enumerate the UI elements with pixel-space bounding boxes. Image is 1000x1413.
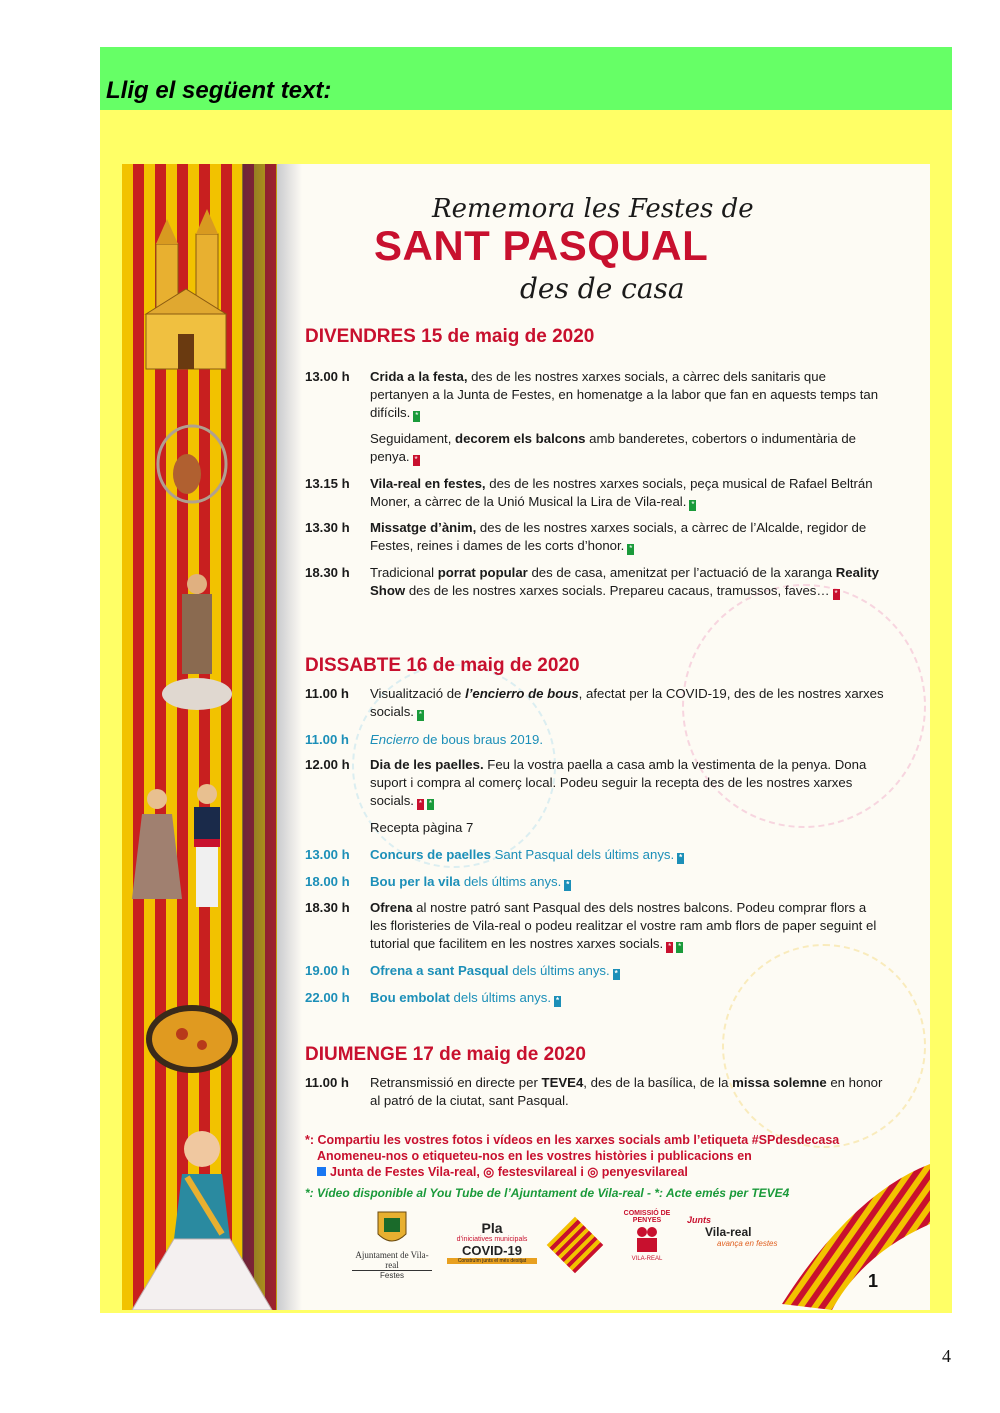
event-title: Bou embolat (370, 990, 450, 1005)
event-saturday-1100 (305, 685, 885, 721)
video-marker-icon: * (415, 411, 419, 420)
flag-ribbon-decoration (772, 1154, 930, 1310)
event-time: 11.00 h (305, 686, 349, 701)
video-marker-icon: * (629, 544, 633, 553)
event-saturday-1900 (305, 962, 885, 980)
event-description: des de les nostres xarxes socials, a càrrec dels sanitaris que pertanyen a la Junta de Festes, en homenatge a la labor que fan en aquests temps tan difícils. (370, 369, 879, 420)
coat-of-arms-icon (376, 1210, 408, 1248)
event-description: Retransmissió en directe per (370, 1075, 542, 1090)
event-saturday-1300 (305, 846, 885, 864)
event-description: , des de la basílica, de la (583, 1075, 733, 1090)
event-title: Vila-real en festes, (370, 476, 486, 491)
comissio-label: COMISSIÓ DE PENYES (623, 1210, 671, 1224)
event-title: l’encierro de bous (465, 686, 579, 701)
event-saturday-1100-b (305, 731, 885, 749)
poster-page-number: 1 (867, 1271, 878, 1291)
dancers-illustration (122, 769, 242, 939)
legend-note: *: Vídeo disponible al You Tube de l’Ajuntament de Vila-real - *: Acte emés per TEVE4 (305, 1186, 790, 1200)
event-description: en honor al patró de la ciutat, sant Pasqual. (370, 1075, 883, 1108)
share-marker-icon: * (834, 589, 838, 598)
event-description: de bous braus 2019. (419, 732, 544, 747)
event-channel: TEVE4 (541, 1075, 584, 1090)
event-time: 11.00 h (305, 732, 349, 747)
event-saturday-1200 (305, 756, 885, 810)
event-friday-balcons (305, 430, 885, 466)
recipe-reference: Recepta pàgina 7 (370, 820, 474, 835)
event-description: dels últims anys. (508, 963, 610, 978)
poster-title-main: SANT PASQUAL (374, 222, 709, 269)
festival-poster (122, 164, 930, 1310)
day-heading-friday: DIVENDRES 15 de maig de 2020 (305, 326, 595, 347)
pla-covid-logo (447, 1220, 537, 1264)
instruction-banner (100, 47, 952, 110)
event-friday-1300 (305, 368, 885, 422)
video-marker-icon: * (428, 799, 433, 808)
event-title: Ofrena (370, 900, 413, 915)
event-time: 12.00 h (305, 757, 350, 772)
paella-illustration (142, 999, 242, 1079)
basilica-illustration (136, 204, 236, 374)
event-friday-1315 (305, 475, 885, 511)
penya-emblem-logo (547, 1217, 604, 1274)
event-sunday-1100 (305, 1074, 885, 1110)
poster-title-line1: Rememora les Festes de (432, 194, 754, 224)
event-title: Ofrena a sant Pasqual (370, 963, 509, 978)
video-marker-icon: * (418, 710, 423, 719)
festes-label: Festes (352, 1270, 432, 1280)
event-time: 13.15 h (305, 476, 350, 491)
note-line: Junta de Festes Vila-real, ◎ festesvilareal i ◎ penyesvilareal (330, 1165, 688, 1179)
chicken-basket-illustration (152, 419, 232, 509)
event-time: 13.00 h (305, 847, 350, 862)
event-time: 11.00 h (305, 1075, 349, 1090)
pla-label: Pla (481, 1220, 503, 1236)
vilareal-label: Vila-real (705, 1225, 752, 1239)
event-saturday-2200 (305, 989, 885, 1007)
event-description: Sant Pasqual dels últims anys. (490, 847, 675, 862)
event-title: missa solemne (732, 1075, 827, 1090)
event-description: des de les nostres xarxes socials. Prepareu cacaus, tramussos, faves… (405, 583, 830, 598)
share-marker-icon: * (418, 799, 423, 808)
video-marker-icon: * (691, 500, 695, 509)
event-time: 18.00 h (305, 874, 350, 889)
event-time: 19.00 h (305, 963, 350, 978)
event-time: 13.30 h (305, 520, 350, 535)
event-time: 22.00 h (305, 990, 350, 1005)
event-title: Encierro (370, 732, 420, 747)
event-title: Dia de les paelles. (370, 757, 484, 772)
event-description: des de les nostres xarxes socials, a càrrec de l’Alcalde, regidor de Festes, reines i dames de les corts d’honor. (370, 520, 867, 553)
share-marker-icon: * (414, 455, 418, 464)
event-description: Tradicional (370, 565, 438, 580)
teve4-marker-icon: * (566, 880, 570, 889)
event-saturday-recipe (305, 819, 885, 837)
event-band-name: Reality Show (370, 565, 879, 598)
event-description: dels últims anys. (460, 874, 562, 889)
teve4-marker-icon: * (614, 969, 618, 978)
event-description: Visualització de (370, 686, 466, 701)
event-friday-1330 (305, 519, 885, 555)
event-description: al nostre patró sant Pasqual des dels nostres balcons. Podeu comprar flors a les floristeries de Vila-real o podeu realitzar el vostre ram amb flors de paper seguint el tutorial que facilitem en les nostres xarxes socials. (370, 900, 877, 951)
sponsor-logos (352, 1210, 802, 1300)
ajuntament-logo (352, 1210, 432, 1280)
note-line: *: Compartiu les vostres fotos i vídeos en les xarxes socials amb l’etiqueta #SPdesdecasa (305, 1133, 840, 1147)
fallera-illustration (122, 1119, 282, 1310)
event-description: amb banderetes, cobertors o indumentària de penya. (370, 431, 857, 464)
saint-pasqual-illustration (147, 564, 247, 714)
pla-sub-label: d’iniciatives municipals (456, 1236, 528, 1243)
video-marker-icon: * (678, 942, 682, 951)
teve4-marker-icon: * (679, 853, 683, 862)
covid-label: COVID-19 (462, 1243, 522, 1258)
event-description: Feu la vostra paella a casa amb la vestimenta de la penya. Dona suport i compra al comerç local. Podeu seguir la recepta des de les nostres xarxes socials. (370, 757, 867, 808)
event-description: dels últims anys. (449, 990, 552, 1005)
event-description: Seguidament, (370, 431, 456, 446)
event-title: porrat popular (437, 565, 528, 580)
event-title: Concurs de paelles (370, 847, 491, 862)
event-description: , afectat per la COVID-19, des de les nostres xarxes socials. (370, 686, 884, 719)
junts-label: Junts (687, 1215, 712, 1225)
note-line: Anomeneu-nos o etiqueteu-nos en les vostres històries i publicacions en (317, 1149, 752, 1163)
event-description: des de les nostres xarxes socials, peça musical de Rafael Beltrán Moner, a càrrec de la Unió Musical la Lira de Vila-real. (370, 476, 873, 509)
event-time: 13.00 h (305, 369, 350, 384)
teve4-marker-icon: * (555, 996, 560, 1005)
covid-sub-label: Construïm junts el més desitjat (447, 1258, 537, 1264)
event-time: 18.30 h (305, 565, 350, 580)
share-marker-icon: * (668, 942, 672, 951)
day-heading-sunday: DIUMENGE 17 de maig de 2020 (305, 1044, 586, 1065)
people-icon (632, 1224, 662, 1254)
avanca-label: avança en festes (717, 1239, 778, 1248)
event-saturday-1800 (305, 873, 885, 891)
poster-title-line3: des de casa (520, 272, 685, 305)
event-title: Missatge d’ànim, (370, 520, 477, 535)
comissio-city-label: VILA-REAL (631, 1256, 663, 1262)
comissio-penyes-logo (617, 1210, 677, 1262)
instruction-text: Llig el següent text: (106, 77, 332, 104)
ajuntament-label: Ajuntament de Vila-real (355, 1250, 429, 1270)
event-saturday-1830 (305, 899, 885, 953)
event-time: 18.30 h (305, 900, 350, 915)
page-number: 4 (942, 1346, 951, 1366)
event-title: Crida a la festa, (370, 369, 468, 384)
event-title: decorem els balcons (455, 431, 586, 446)
day-heading-saturday: DISSABTE 16 de maig de 2020 (305, 655, 580, 676)
facebook-icon (317, 1167, 326, 1176)
event-title: Bou per la vila (370, 874, 461, 889)
event-description: des de casa, amenitzat per l’actuació de la xaranga (527, 565, 836, 580)
event-friday-1830 (305, 564, 885, 600)
